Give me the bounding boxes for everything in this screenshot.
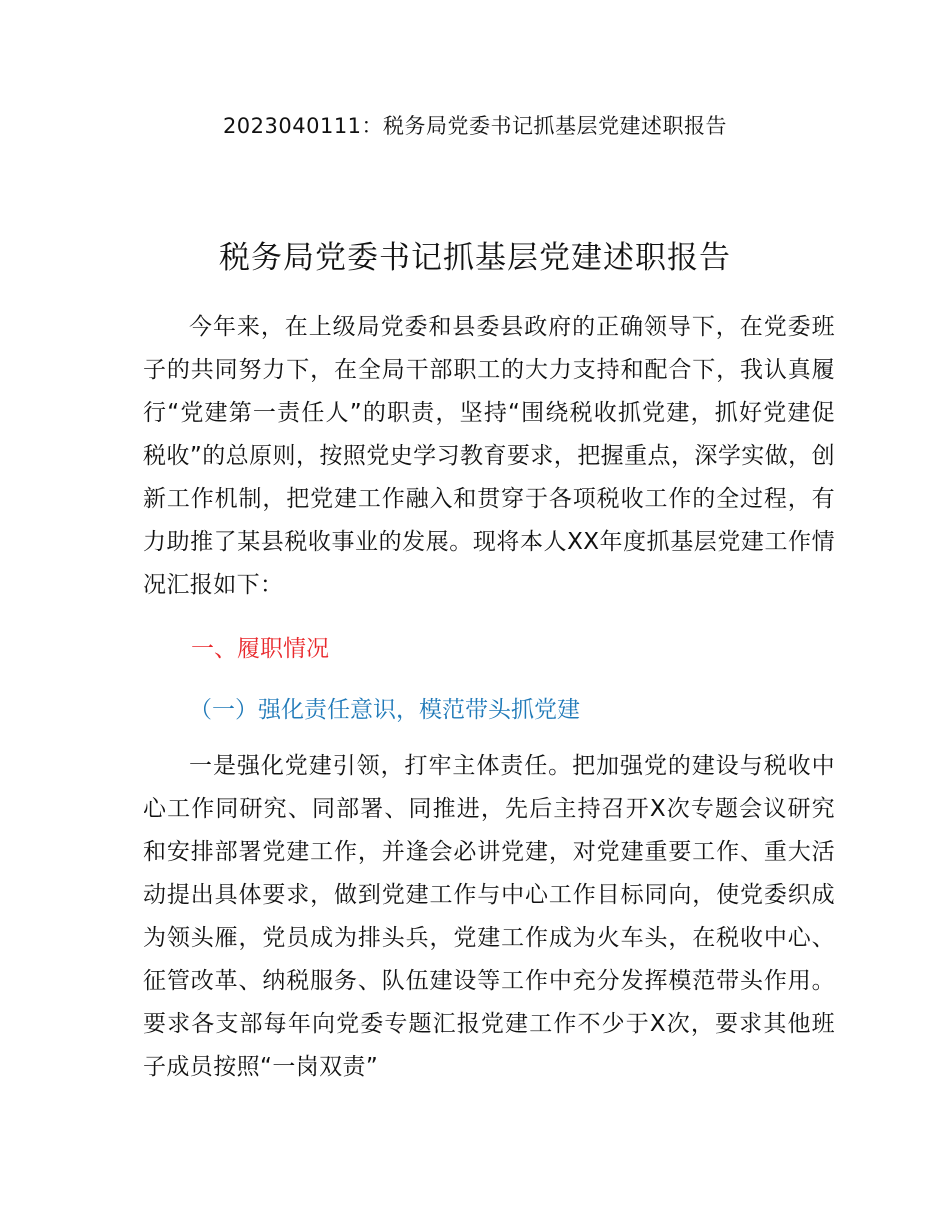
- body-paragraph-1: 一是强化党建引领，打牢主体责任。把加强党的建设与税收中心工作同研究、同部署、同推进，先后主持召开X次专题会议研究和安排部署党建工作，并逢会必讲党建，对党建重要工作、重大活动提出具体要求，做到党建工作与中心工作目标同向，使党委织成为领头雁，党员成为排头兵，党建工作成为火车头，在税收中心、征管改革、纳税服务、队伍建设等工作中充分发挥模范带头作用。要求各支部每年向党委专题汇报党建工作不少于X次，要求其他班子成员按照“一岗双责”: [143, 753, 835, 1080]
- section-heading: 一、履职情况: [191, 636, 329, 662]
- document-header: 2023040111：税务局党委书记抓基层党建述职报告: [222, 114, 728, 138]
- subsection-heading: （一）强化责任意识，模范带头抓党建: [189, 697, 580, 723]
- intro-paragraph: 今年来，在上级局党委和县委县政府的正确领导下，在党委班子的共同努力下，在全局干部职工的大力支持和配合下，我认真履行“党建第一责任人”的职责，坚持“围绕税收抓党建，抓好党建促税收”的总原则，按照党史学习教育要求，把握重点，深学实做，创新工作机制，把党建工作融入和贯穿于各项税收工作的全过程，有力助推了某县税收事业的发展。现将本人XX年度抓基层党建工作情况汇报如下：: [143, 314, 835, 598]
- document-title: 税务局党委书记抓基层党建述职报告: [219, 240, 731, 276]
